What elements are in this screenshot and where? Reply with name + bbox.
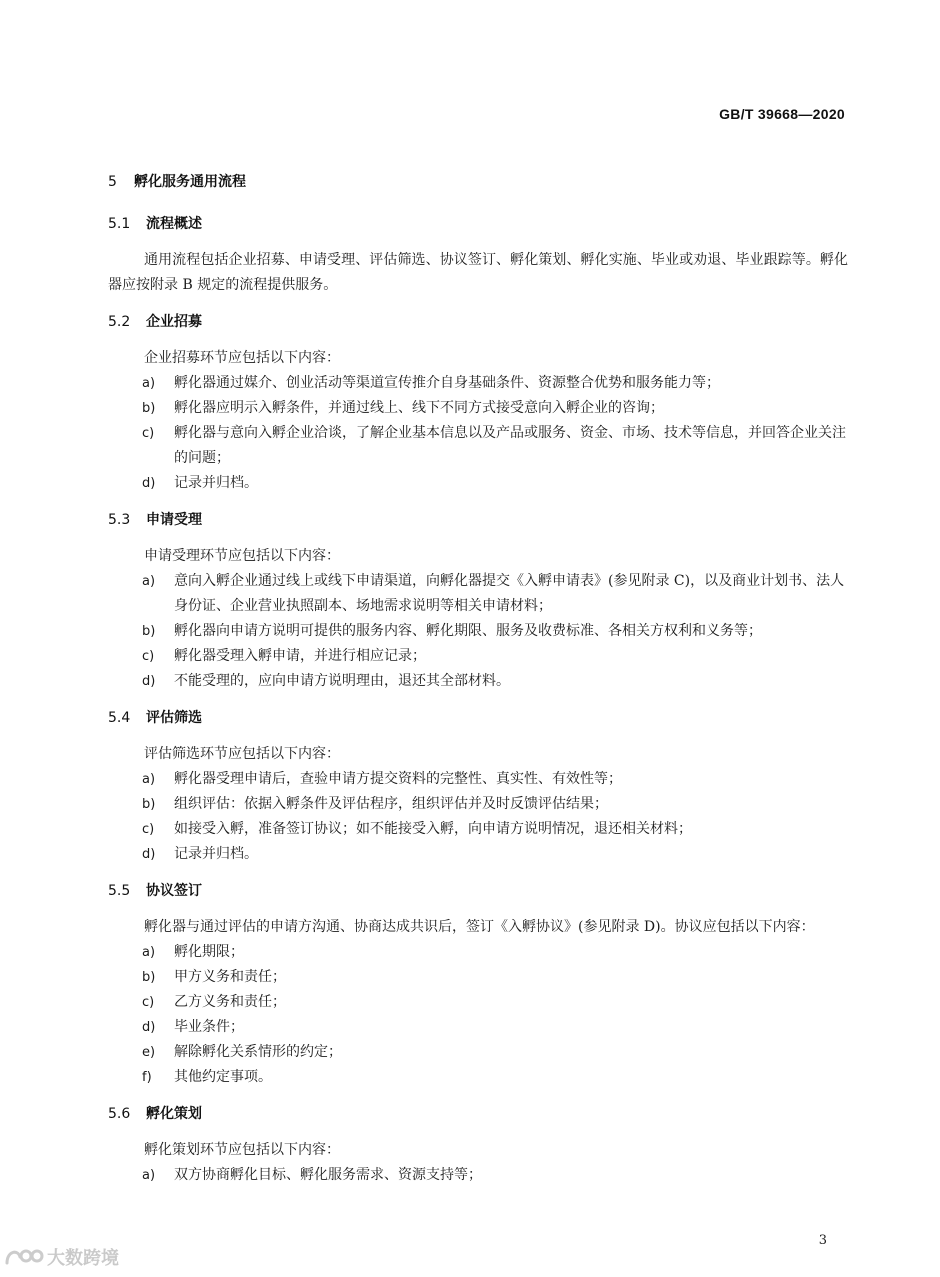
list-marker: c) [142, 995, 155, 1010]
list-marker: c) [142, 649, 155, 664]
list-marker: a) [142, 1168, 156, 1183]
section-5-6-heading [108, 1104, 848, 1124]
section-number: 5.2 [108, 314, 131, 330]
section-5-4-heading [108, 708, 848, 728]
list-marker: d) [142, 674, 156, 689]
section-title: 评估筛选 [146, 710, 202, 726]
list-item [108, 371, 848, 396]
list-item [108, 396, 848, 421]
list-text: 孵化器与意向入孵企业洽谈，了解企业基本信息以及产品或服务、资金、市场、技术等信息，并回答企业关注的问题； [174, 425, 846, 466]
list-item [108, 644, 848, 669]
list-item [108, 1015, 848, 1040]
list-marker: a) [142, 945, 156, 960]
list-item [108, 1040, 848, 1065]
section-number: 5.6 [108, 1106, 131, 1122]
list-item [108, 767, 848, 792]
list-text: 意向入孵企业通过线上或线下申请渠道，向孵化器提交《入孵申请表》(参见附录 C)，以及商业计划书、法人身份证、企业营业执照副本、场地需求说明等相关申请材料； [174, 573, 845, 614]
list-text: 孵化器向申请方说明可提供的服务内容、孵化期限、服务及收费标准、各相关方权利和义务等； [174, 623, 762, 639]
list-item [108, 619, 848, 644]
list-marker: b) [142, 624, 156, 639]
paragraph: 孵化器与通过评估的申请方沟通、协商达成共识后，签订《入孵协议》(参见附录 D)。协议应包括以下内容： [144, 919, 815, 935]
list-text: 孵化器受理入孵申请，并进行相应记录； [174, 648, 426, 664]
list-text: 乙方义务和责任； [174, 994, 286, 1010]
list-marker: c) [142, 822, 155, 837]
list-item [108, 421, 848, 471]
watermark [4, 1244, 119, 1270]
list-marker: d) [142, 476, 156, 491]
intro-paragraph: 申请受理环节应包括以下内容： [144, 548, 340, 564]
brand-logo-icon [4, 1245, 44, 1269]
section-number: 5.3 [108, 512, 131, 528]
list-item [108, 669, 848, 694]
list-text: 其他约定事项。 [174, 1069, 272, 1085]
section-number: 5.1 [108, 216, 131, 232]
section-5-3-heading [108, 510, 848, 530]
list-text: 不能受理的，应向申请方说明理由，退还其全部材料。 [174, 673, 510, 689]
list-text: 孵化期限； [174, 944, 244, 960]
paragraph: 通用流程包括企业招募、申请受理、评估筛选、协议签订、孵化策划、孵化实施、毕业或劝退、毕业跟踪等。孵化器应按附录 B 规定的流程提供服务。 [108, 252, 848, 293]
list-text: 毕业条件； [174, 1019, 244, 1035]
section-number: 5 [108, 174, 117, 190]
list-marker: a) [142, 574, 156, 589]
list-item [108, 965, 848, 990]
section-title: 协议签订 [146, 883, 202, 899]
section-title: 孵化服务通用流程 [134, 174, 246, 190]
list-marker: b) [142, 797, 156, 812]
list-item [108, 940, 848, 965]
section-5-5-heading [108, 881, 848, 901]
section-title: 企业招募 [146, 314, 202, 330]
list-text: 孵化器通过媒介、创业活动等渠道宣传推介自身基础条件、资源整合优势和服务能力等； [174, 375, 720, 391]
list-marker: d) [142, 847, 156, 862]
page-number: 3 [818, 1233, 827, 1248]
intro-paragraph: 企业招募环节应包括以下内容： [144, 350, 340, 366]
list-text: 记录并归档。 [174, 846, 258, 862]
list-item [108, 817, 848, 842]
list-text: 双方协商孵化目标、孵化服务需求、资源支持等； [174, 1167, 482, 1183]
list-text: 记录并归档。 [174, 475, 258, 491]
section-title: 流程概述 [146, 216, 202, 232]
list-marker: b) [142, 401, 156, 416]
list-text: 甲方义务和责任； [174, 969, 286, 985]
list-text: 孵化器应明示入孵条件，并通过线上、线下不同方式接受意向入孵企业的咨询； [174, 400, 664, 416]
list-item [108, 990, 848, 1015]
section-5-heading [108, 172, 848, 192]
list-marker: a) [142, 376, 156, 391]
list-marker: e) [142, 1045, 156, 1060]
section-5-1-heading [108, 214, 848, 234]
list-item [108, 1163, 848, 1188]
list-item [108, 1065, 848, 1090]
list-item [108, 471, 848, 496]
list-item [108, 842, 848, 867]
watermark-text: 大数跨境 [47, 1248, 119, 1269]
section-title: 孵化策划 [146, 1106, 202, 1122]
list-item [108, 569, 848, 619]
list-marker: b) [142, 970, 156, 985]
standard-code: GB/T 39668—2020 [719, 106, 845, 122]
list-marker: f) [142, 1070, 152, 1085]
list-text: 如接受入孵，准备签订协议；如不能接受入孵，向申请方说明情况，退还相关材料； [174, 821, 692, 837]
section-title: 申请受理 [146, 512, 202, 528]
document-body [108, 172, 848, 1188]
intro-paragraph: 评估筛选环节应包括以下内容： [144, 746, 340, 762]
section-number: 5.5 [108, 883, 131, 899]
list-marker: d) [142, 1020, 156, 1035]
list-marker: c) [142, 426, 155, 441]
list-marker: a) [142, 772, 156, 787]
section-5-2-heading [108, 312, 848, 332]
list-text: 解除孵化关系情形的约定； [174, 1044, 342, 1060]
list-text: 孵化器受理申请后，查验申请方提交资料的完整性、真实性、有效性等； [174, 771, 622, 787]
intro-paragraph: 孵化策划环节应包括以下内容： [144, 1142, 340, 1158]
list-item [108, 792, 848, 817]
section-number: 5.4 [108, 710, 131, 726]
list-text: 组织评估：依据入孵条件及评估程序，组织评估并及时反馈评估结果； [174, 796, 608, 812]
